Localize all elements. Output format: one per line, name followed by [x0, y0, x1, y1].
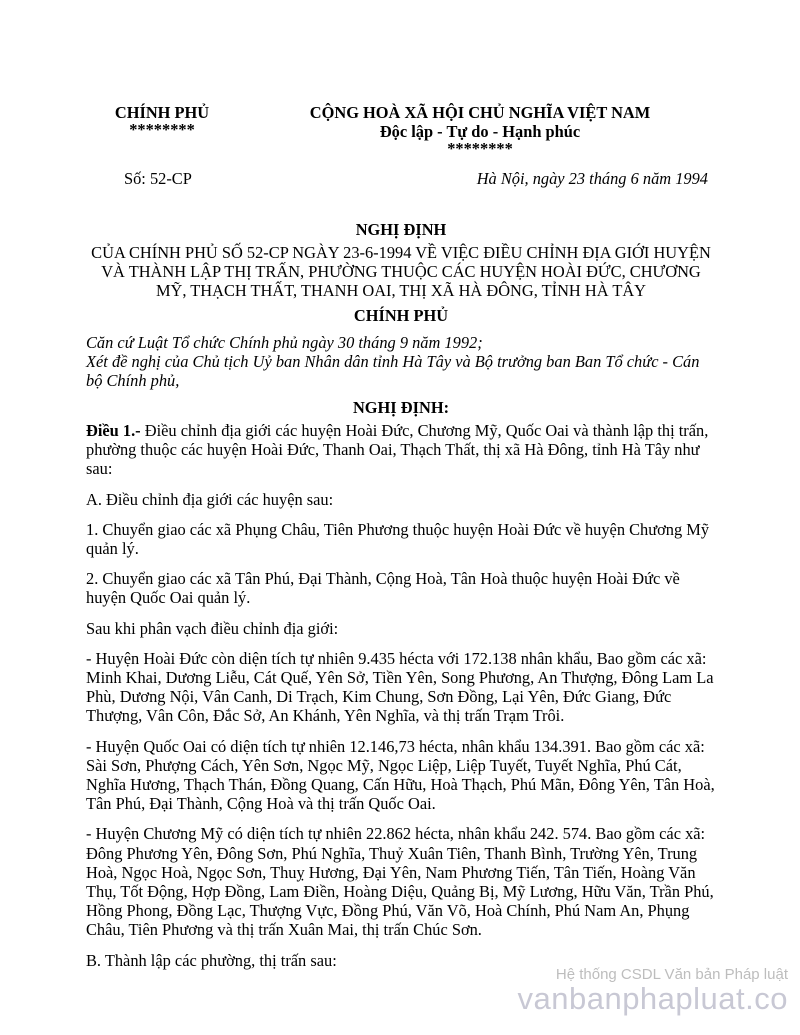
article-1-text: Điều chỉnh địa giới các huyện Hoài Đức, Chương Mỹ, Quốc Oai và thành lập thị trấn, phường thuộc các huyện Hoài Đức, Thanh Oai, Thạch Thất, thị xã Hà Đông, tỉnh Hà Tây như sau: [86, 421, 709, 479]
paragraph: B. Thành lập các phường, thị trấn sau: [86, 950, 337, 970]
basis-line-2: Xét đề nghị của Chủ tịch Uỷ ban Nhân dân tỉnh Hà Tây và Bộ trưởng ban Ban Tổ chức - Cán bộ Chính phủ, [86, 352, 700, 390]
paragraph: 2. Chuyển giao các xã Tân Phú, Đại Thành, Cộng Hoà, Tân Hoà thuộc huyện Hoài Đức về huyện Quốc Oai quản lý. [86, 569, 680, 608]
basis-line-1: Căn cứ Luật Tổ chức Chính phủ ngày 30 tháng 9 năm 1992; [86, 333, 483, 352]
agency-block [107, 103, 217, 138]
issuer-heading: CHÍNH PHỦ [353, 306, 449, 325]
watermark-domain: vanbanphapluat.co [517, 981, 788, 1016]
agency-name: CHÍNH PHỦ [114, 103, 210, 122]
national-motto: Độc lập - Tự do - Hạnh phúc [379, 122, 581, 141]
decree-heading: NGHỊ ĐỊNH: [352, 398, 450, 417]
motto-stars: ******** [447, 139, 513, 158]
agency-stars: ******** [129, 120, 195, 139]
country-name: CỘNG HOÀ XÃ HỘI CHỦ NGHĨA VIỆT NAM [309, 103, 651, 122]
paragraph: - Huyện Quốc Oai có diện tích tự nhiên 12.146,73 hécta, nhân khẩu 134.391. Bao gồm các xã: Sài Sơn, Phượng Cách, Yên Sơn, Ngọc Mỹ, Ngọc Liệp, Liệp Tuyết, Tuyết Nghĩa, Phú Cát, Nghĩa Hương, Thạch Thán, Đồng Quang, Cấn Hữu, Hoà Thạch, Phú Mãn, Đông Yên, Tân Hoà, Tân Phú, Đại Thành, Cộng Hoà và thị trấn Quốc Oai. [86, 736, 715, 814]
document-number: Số: 52-CP [124, 169, 192, 188]
national-header [300, 103, 660, 157]
watermark-caption: Hệ thống CSDL Văn bản Pháp luật [555, 966, 788, 983]
paragraph: Sau khi phân vạch điều chỉnh địa giới: [86, 618, 339, 638]
paragraph: - Huyện Hoài Đức còn diện tích tự nhiên 9.435 hécta với 172.138 nhân khẩu, Bao gồm các xã: Minh Khai, Dương Liễu, Cát Quế, Yên Sở, Tiền Yên, Song Phương, An Thượng, Đông Lam La Phù, Dương Nội, Vân Canh, Di Trạch, Kim Chung, Sơn Đồng, Lại Yên, Đức Giang, Đức Thượng, Vân Côn, Đắc Sở, An Khánh, Yên Nghĩa, và thị trấn Trạm Trôi. [86, 648, 714, 726]
document-body [86, 421, 716, 981]
paragraph: A. Điều chỉnh địa giới các huyện sau: [86, 489, 334, 509]
paragraph: 1. Chuyển giao các xã Phụng Châu, Tiên Phương thuộc huyện Hoài Đức về huyện Chương Mỹ quản lý. [86, 519, 710, 559]
article-1 [86, 421, 716, 479]
legal-basis [86, 333, 718, 390]
place-date: Hà Nội, ngày 23 tháng 6 năm 1994 [476, 169, 708, 188]
paragraph: - Huyện Chương Mỹ có diện tích tự nhiên 22.862 hécta, nhân khẩu 242. 574. Bao gồm các xã: Đông Phương Yên, Đông Sơn, Phú Nghĩa, Thuỷ Xuân Tiên, Thanh Bình, Trường Yên, Trung Hoà, Ngọc Hoà, Ngọc Sơn, Thuỵ Hương, Đại Yên, Nam Phương Tiến, Tân Tiến, Hoàng Văn Thụ, Tốt Động, Hợp Đồng, Lam Điền, Hoàng Diệu, Quảng Bị, Mỹ Lương, Hữu Văn, Trần Phú, Hồng Phong, Đồng Lạc, Thượng Vực, Đồng Phú, Văn Võ, Hoà Chính, Phú Nam An, Phụng Châu, Tiên Phương và thị trấn Xuân Mai, thị trấn Chúc Sơn. [86, 824, 714, 940]
document-title: CỦA CHÍNH PHỦ SỐ 52-CP NGÀY 23-6-1994 VỀ VIỆC ĐIỀU CHỈNH ĐỊA GIỚI HUYỆN VÀ THÀNH LẬP THỊ TRẤN, PHƯỜNG THUỘC CÁC HUYỆN HOÀI ĐỨC, CHƯƠNG MỸ, THẠCH THẤT, THANH OAI, THỊ XÃ HÀ ĐÔNG, TỈNH HÀ TÂY [91, 243, 711, 300]
document-type: NGHỊ ĐỊNH [355, 220, 447, 239]
article-1-label: Điều 1.- [86, 421, 141, 440]
